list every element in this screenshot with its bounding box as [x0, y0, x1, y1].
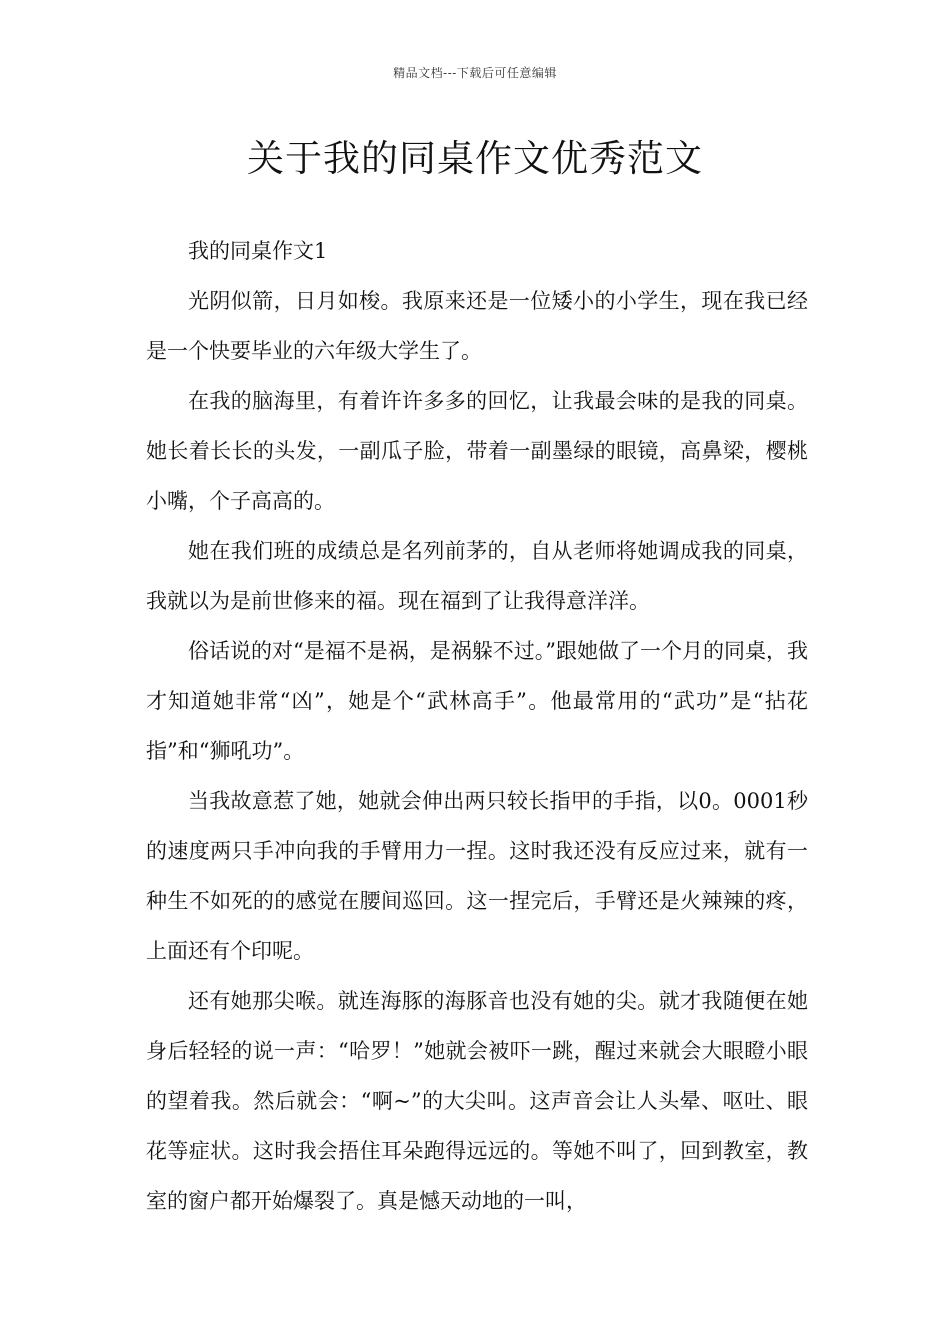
paragraph: 在我的脑海里，有着许许多多的回忆，让我最会味的是我的同桌。她长着长长的头发，一副瓜子脸，带着一副墨绿的眼镜，高鼻梁，樱桃小嘴，个子高高的。: [146, 389, 808, 513]
paragraph: 俗话说的对“是福不是祸，是祸躲不过。”跟她做了一个月的同桌，我才知道她非常“凶”，她是个“武林高手”。他最常用的“武功”是“拈花指”和“狮吼功”。: [146, 639, 808, 763]
paragraph: 光阴似箭，日月如梭。我原来还是一位矮小的小学生，现在我已经是一个快要毕业的六年级大学生了。: [146, 289, 808, 363]
document-body: [146, 226, 808, 1226]
page-title: 关于我的同桌作文优秀范文: [247, 137, 703, 180]
paragraph: 还有她那尖喉。就连海豚的海豚音也没有她的尖。就才我随便在她身后轻轻的说一声：“哈罗！”她就会被吓一跳，醒过来就会大眼瞪小眼的望着我。然后就会：“啊~”的大尖叫。这声音会让人头晕、呕吐、眼花等症状。这时我会捂住耳朵跑得远远的。等她不叫了，回到教室，教室的窗户都开始爆裂了。真是憾天动地的一叫，: [146, 989, 808, 1213]
paragraph: 当我故意惹了她，她就会伸出两只较长指甲的手指，以0。0001秒的速度两只手冲向我的手臂用力一捏。这时我还没有反应过来，就有一种生不如死的的感觉在腰间巡回。这一捏完后，手臂还是火辣辣的疼，上面还有个印呢。: [146, 789, 808, 963]
header-note: 精品文档---下载后可任意编辑: [393, 66, 557, 80]
paragraph: 她在我们班的成绩总是名列前茅的，自从老师将她调成我的同桌，我就以为是前世修来的福。现在福到了让我得意洋洋。: [146, 539, 808, 613]
paragraph-heading: 我的同桌作文1: [188, 239, 328, 263]
